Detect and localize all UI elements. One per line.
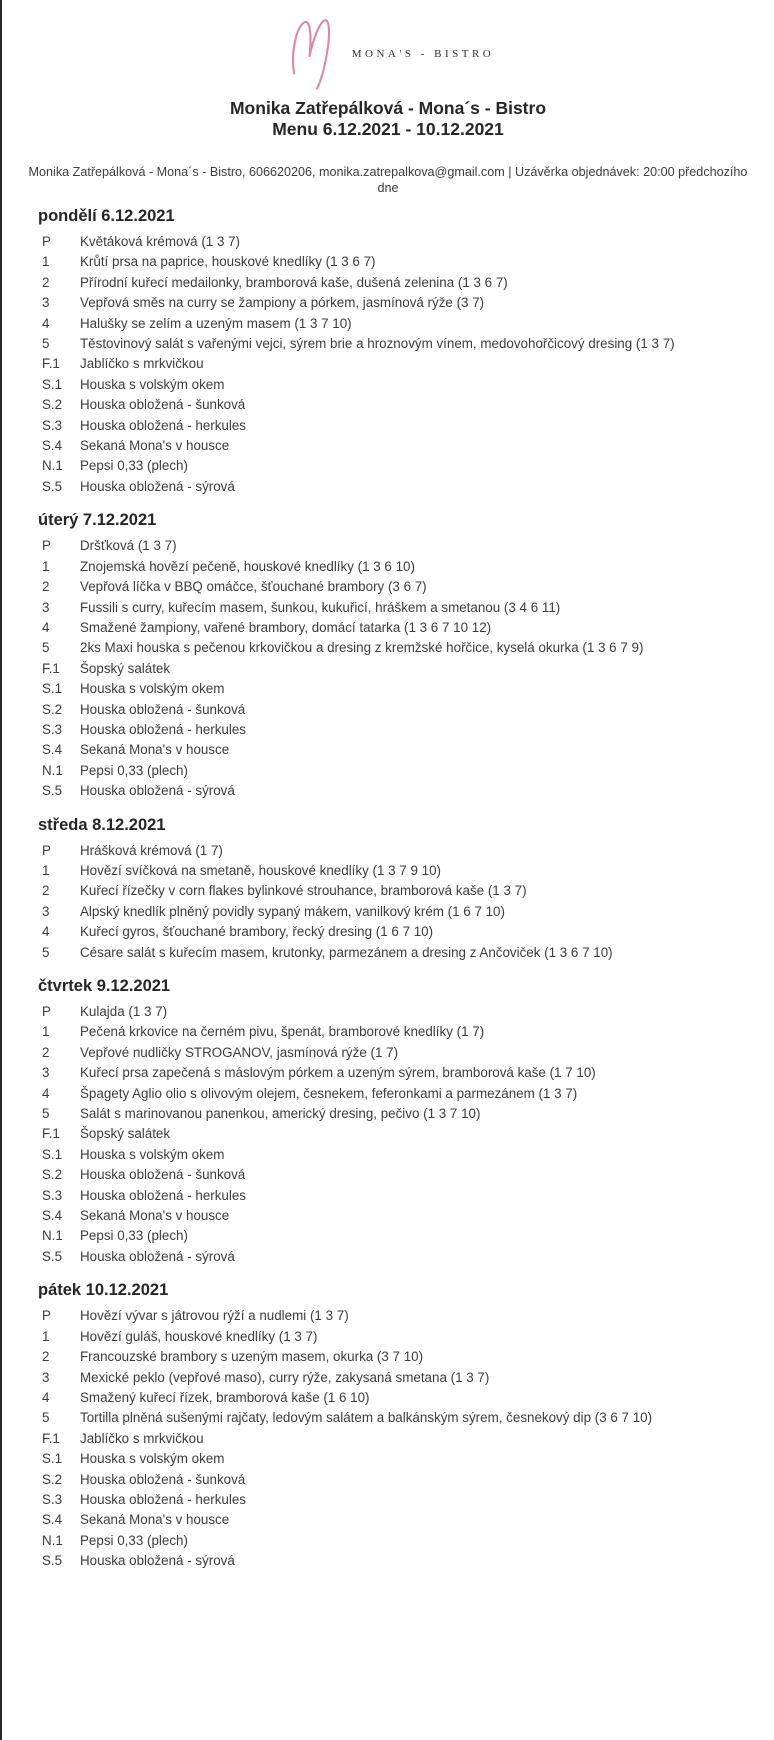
menu-item-description: Houska s volským okem bbox=[80, 1146, 225, 1162]
menu-row bbox=[22, 922, 754, 942]
menu-item-description: Fussili s curry, kuřecím masem, šunkou, kukuřicí, hráškem a smetanou (3 4 6 11) bbox=[80, 599, 561, 615]
menu-row bbox=[22, 1084, 754, 1104]
menu-item-code: 5 bbox=[42, 1106, 50, 1122]
menu-item-description: Césare salát s kuřecím masem, krutonky, parmezánem a dresing z Ančoviček (1 3 6 7 10) bbox=[80, 944, 613, 960]
menu-item-code: 4 bbox=[42, 924, 50, 940]
menu-row bbox=[22, 659, 754, 679]
menu-row bbox=[22, 638, 754, 658]
menu-item-code: S.3 bbox=[42, 721, 63, 737]
page-left-border bbox=[0, 0, 2, 1740]
menu-item-description: Květáková krémová (1 3 7) bbox=[80, 234, 241, 249]
menu-row bbox=[22, 740, 754, 760]
menu-row bbox=[22, 354, 754, 374]
menu-row bbox=[22, 1388, 754, 1408]
menu-item-code: 4 bbox=[42, 619, 50, 635]
menu-item-description: Těstovinový salát s vařenými vejci, sýrem brie a hroznovým vínem, medovohořčicový dresing (1 3 7) bbox=[80, 336, 675, 352]
menu-item-description: Sekaná Mona's v housce bbox=[80, 742, 230, 758]
menu-row bbox=[22, 577, 754, 597]
menu-item-code: 5 bbox=[42, 336, 50, 352]
day-title: čtvrtek 9.12.2021 bbox=[38, 977, 171, 995]
logo-brand-text: MONA'S - BISTRO bbox=[351, 48, 495, 60]
menu-item-description: Houska s volským okem bbox=[80, 376, 225, 392]
menu-item-code: S.3 bbox=[42, 1491, 63, 1507]
menu-item-code: 4 bbox=[42, 1389, 50, 1405]
day-section bbox=[22, 510, 754, 801]
menu-item-description: Mexické peklo (vepřové maso), curry rýže, zakysaná smetana (1 3 7) bbox=[80, 1369, 490, 1385]
menu-item-description: Houska obložená - šunková bbox=[80, 701, 246, 717]
menu-item-code: S.5 bbox=[42, 478, 63, 494]
menu-row bbox=[22, 1165, 754, 1185]
menu-item-description: Špagety Aglio olio s olivovým olejem, česnekem, feferonkami a parmezánem (1 3 7) bbox=[80, 1085, 578, 1101]
menu-row bbox=[22, 618, 754, 638]
menu-row bbox=[22, 1226, 754, 1246]
menu-item-code: N.1 bbox=[42, 762, 63, 778]
menu-item-code: 1 bbox=[42, 1024, 50, 1040]
menu-item-description: Pepsi 0,33 (plech) bbox=[80, 1532, 188, 1548]
menu-item-description: Kulajda (1 3 7) bbox=[80, 1004, 168, 1019]
menu-item-description: Dršťková (1 3 7) bbox=[80, 538, 177, 554]
menu-item-description: 2ks Maxi houska s pečenou krkovičkou a dresing z kremžské hořčice, kyselá okurka (1 3 6 7 9) bbox=[80, 640, 644, 656]
menu-item-description: Houska obložená - sýrová bbox=[80, 478, 235, 494]
menu-row bbox=[22, 781, 754, 801]
menu-item-code: 1 bbox=[42, 254, 50, 270]
menu-item-description: Jablíčko s mrkvičkou bbox=[80, 1430, 204, 1446]
menu-item-code: P bbox=[42, 842, 51, 858]
menu-item-description: Sekaná Mona's v housce bbox=[80, 1512, 230, 1528]
menu-item-description: Pepsi 0,33 (plech) bbox=[80, 1228, 188, 1244]
day-section bbox=[22, 206, 754, 497]
menu-item-code: S.4 bbox=[42, 1208, 63, 1224]
menu-item-description: Sekaná Mona's v housce bbox=[80, 438, 230, 454]
menu-row bbox=[22, 395, 754, 415]
day-title: středa 8.12.2021 bbox=[38, 815, 166, 834]
menu-item-description: Hovězí vývar s játrovou rýží a nudlemi (1 3 7) bbox=[80, 1308, 349, 1324]
menu-item-code: S.4 bbox=[42, 742, 63, 758]
menu-row bbox=[22, 1510, 754, 1530]
menu-item-description: Smažené žampiony, vařené brambory, domácí tatarka (1 3 6 7 10 12) bbox=[80, 619, 492, 635]
menu-row bbox=[22, 536, 754, 556]
menu-row bbox=[22, 841, 754, 861]
menu-item-description: Francouzské brambory s uzeným masem, okurka (3 7 10) bbox=[80, 1349, 424, 1365]
menu-item-code: 1 bbox=[42, 1328, 50, 1344]
menu-row bbox=[22, 700, 754, 720]
menu-item-code: 3 bbox=[42, 1065, 50, 1081]
menu-row bbox=[22, 456, 754, 476]
menu-row bbox=[22, 416, 754, 436]
menu-row bbox=[22, 1490, 754, 1510]
menu-item-code: N.1 bbox=[42, 1228, 63, 1244]
menu-item-code: 2 bbox=[42, 579, 50, 595]
menu-row bbox=[22, 861, 754, 881]
menu-item-description: Vepřové nudličky STROGANOV, jasmínová rýže (1 7) bbox=[80, 1044, 399, 1060]
menu-row bbox=[22, 943, 754, 963]
day-section bbox=[22, 1280, 754, 1571]
menu-row bbox=[22, 1470, 754, 1490]
menu-item-description: Pepsi 0,33 (plech) bbox=[80, 762, 188, 778]
menu-item-description: Kuřecí řízečky v corn flakes bylinkové strouhance, bramborová kaše (1 3 7) bbox=[80, 883, 527, 899]
menu-row bbox=[22, 334, 754, 354]
menu-item-description: Vepřová líčka v BBQ omáčce, šťouchané brambory (3 6 7) bbox=[80, 579, 427, 595]
menu-item-description: Houska obložená - herkules bbox=[80, 721, 246, 737]
menu-item-description: Jablíčko s mrkvičkou bbox=[80, 356, 204, 372]
menu-row bbox=[22, 1104, 754, 1124]
menu-row bbox=[22, 1368, 754, 1388]
menu-item-code: 5 bbox=[42, 944, 50, 960]
menu-item-code: F.1 bbox=[42, 1126, 60, 1142]
day-section bbox=[22, 815, 754, 963]
menu-item-description: Houska obložená - herkules bbox=[80, 1491, 246, 1507]
menu-item-description: Hovězí svíčková na smetaně, houskové knedlíky (1 3 7 9 10) bbox=[80, 862, 441, 878]
menu-row bbox=[22, 375, 754, 395]
menu-row bbox=[22, 1002, 754, 1022]
menu-item-description: Houska obložená - sýrová bbox=[80, 1553, 235, 1569]
menu-item-code: S.5 bbox=[42, 783, 63, 799]
menu-item-code: S.2 bbox=[42, 1167, 63, 1183]
day-title: úterý 7.12.2021 bbox=[38, 511, 157, 530]
menu-row bbox=[22, 902, 754, 922]
menu-row bbox=[22, 1022, 754, 1042]
menu-row bbox=[22, 679, 754, 699]
menu-item-code: 1 bbox=[42, 862, 50, 878]
menu-row bbox=[22, 1327, 754, 1347]
menu-row bbox=[22, 1449, 754, 1469]
menu-item-code: S.1 bbox=[42, 1451, 63, 1467]
menu-item-description: Přírodní kuřecí medailonky, bramborová kaše, dušená zelenina (1 3 6 7) bbox=[80, 274, 508, 290]
menu-row bbox=[22, 1145, 754, 1165]
menu-item-code: 2 bbox=[42, 1349, 50, 1365]
menu-item-description: Šopský salátek bbox=[80, 660, 171, 676]
menu-item-code: N.1 bbox=[42, 458, 63, 474]
menu-item-code: N.1 bbox=[42, 1532, 63, 1548]
menu-item-code: P bbox=[42, 538, 51, 554]
menu-row bbox=[22, 1306, 754, 1326]
menu-row bbox=[22, 1186, 754, 1206]
page-title-line1: Monika Zatřepálková - Mona´s - Bistro bbox=[229, 98, 547, 118]
menu-item-description: Kuřecí prsa zapečená s máslovým pórkem a uzeným sýrem, bramborová kaše (1 7 10) bbox=[80, 1065, 596, 1081]
menu-row bbox=[22, 1247, 754, 1267]
menu-item-description: Hovězí guláš, houskové knedlíky (1 3 7) bbox=[80, 1328, 318, 1344]
menu-item-code: P bbox=[42, 234, 51, 249]
menu-item-description: Alpský knedlík plněný povidly sypaný mákem, vanilkový krém (1 6 7 10) bbox=[80, 903, 505, 919]
menu-item-description: Houska s volským okem bbox=[80, 681, 225, 697]
menu-item-code: S.5 bbox=[42, 1248, 63, 1264]
menu-item-description: Pepsi 0,33 (plech) bbox=[80, 458, 188, 474]
menu-item-code: 3 bbox=[42, 295, 50, 311]
menu-item-code: 4 bbox=[42, 1085, 50, 1101]
menu-item-description: Znojemská hovězí pečeně, houskové knedlíky (1 3 6 10) bbox=[80, 558, 415, 574]
menu-item-code: S.4 bbox=[42, 1512, 63, 1528]
menu-row bbox=[22, 1531, 754, 1551]
day-title: pondělí 6.12.2021 bbox=[38, 207, 175, 225]
menu-row bbox=[22, 293, 754, 313]
menu-row bbox=[22, 1408, 754, 1428]
logo-m-path bbox=[293, 20, 329, 88]
menu-row bbox=[22, 1124, 754, 1144]
menu-row bbox=[22, 881, 754, 901]
menu-item-code: F.1 bbox=[42, 356, 60, 372]
menu-item-code: 2 bbox=[42, 1044, 50, 1060]
menu-row bbox=[22, 557, 754, 577]
menu-item-code: 5 bbox=[42, 1410, 50, 1426]
menu-item-description: Kuřecí gyros, šťouchané brambory, řecký dresing (1 6 7 10) bbox=[80, 924, 434, 940]
page-title-line2: Menu 6.12.2021 - 10.12.2021 bbox=[272, 119, 504, 139]
menu-item-code: 4 bbox=[42, 315, 50, 331]
menu-row bbox=[22, 477, 754, 497]
menu-item-code: S.5 bbox=[42, 1553, 63, 1569]
menu-item-code: 3 bbox=[42, 599, 50, 615]
menu-item-description: Houska obložená - šunková bbox=[80, 397, 246, 413]
day-title: pátek 10.12.2021 bbox=[38, 1281, 169, 1300]
menu-row bbox=[22, 314, 754, 334]
menu-row bbox=[22, 1347, 754, 1367]
menu-row bbox=[22, 598, 754, 618]
document-header bbox=[22, 12, 754, 196]
menu-item-code: S.2 bbox=[42, 701, 63, 717]
menu-item-description: Pečená krkovice na černém pivu, špenát, bramborové knedlíky (1 7) bbox=[80, 1024, 485, 1040]
menu-item-description: Sekaná Mona's v housce bbox=[80, 1208, 230, 1224]
menu-item-code: S.4 bbox=[42, 438, 63, 454]
menu-item-description: Houska obložená - herkules bbox=[80, 417, 246, 433]
menu-item-code: S.3 bbox=[42, 1187, 63, 1203]
menu-item-code: S.1 bbox=[42, 681, 63, 697]
menu-row bbox=[22, 720, 754, 740]
menu-item-code: 2 bbox=[42, 883, 50, 899]
contact-line: Monika Zatřepálková - Mona´s - Bistro, 606620206, monika.zatrepalkova@gmail.com | Uzávěrka objednávek: 20:00 předchozího dne bbox=[28, 165, 748, 195]
menu-item-code: S.3 bbox=[42, 417, 63, 433]
menu-item-code: P bbox=[42, 1004, 51, 1019]
menu-row bbox=[22, 1551, 754, 1571]
daily-menu-list bbox=[22, 206, 754, 1572]
menu-item-code: 2 bbox=[42, 274, 50, 290]
menu-item-code: F.1 bbox=[42, 1430, 60, 1446]
menu-item-description: Houska obložená - sýrová bbox=[80, 783, 235, 799]
menu-row bbox=[22, 273, 754, 293]
menu-row bbox=[22, 761, 754, 781]
menu-row bbox=[22, 252, 754, 272]
menu-item-code: S.2 bbox=[42, 397, 63, 413]
page-title bbox=[22, 98, 754, 140]
menu-item-code: 1 bbox=[42, 558, 50, 574]
menu-item-code: S.1 bbox=[42, 1146, 63, 1162]
menu-item-code: 3 bbox=[42, 903, 50, 919]
menu-item-code: S.2 bbox=[42, 1471, 63, 1487]
menu-item-code: 3 bbox=[42, 1369, 50, 1385]
menu-item-description: Houska obložená - sýrová bbox=[80, 1248, 235, 1264]
menu-item-description: Šopský salátek bbox=[80, 1126, 171, 1142]
menu-item-code: P bbox=[42, 1308, 51, 1324]
menu-item-code: S.1 bbox=[42, 376, 63, 392]
menu-item-description: Houska s volským okem bbox=[80, 1451, 225, 1467]
logo bbox=[22, 12, 754, 92]
menu-row bbox=[22, 1206, 754, 1226]
menu-item-description: Salát s marinovanou panenkou, americký dresing, pečivo (1 3 7 10) bbox=[80, 1106, 481, 1122]
menu-item-description: Tortilla plněná sušenými rajčaty, ledovým salátem a balkánským sýrem, česnekový dip (3 6 7 10) bbox=[80, 1410, 653, 1426]
menu-row bbox=[22, 1043, 754, 1063]
menu-item-description: Houska obložená - herkules bbox=[80, 1187, 246, 1203]
menu-item-description: Smažený kuřecí řízek, bramborová kaše (1 6 10) bbox=[80, 1389, 370, 1405]
menu-item-description: Hrášková krémová (1 7) bbox=[80, 842, 223, 858]
menu-row bbox=[22, 1063, 754, 1083]
menu-item-description: Halušky se zelím a uzeným masem (1 3 7 10) bbox=[80, 315, 352, 331]
menu-item-description: Krůtí prsa na paprice, houskové knedlíky (1 3 6 7) bbox=[80, 254, 376, 270]
day-section bbox=[22, 976, 754, 1267]
menu-item-code: F.1 bbox=[42, 660, 60, 676]
menu-row bbox=[22, 232, 754, 252]
logo-m-monogram-icon bbox=[282, 14, 338, 90]
menu-item-code: 5 bbox=[42, 640, 50, 656]
menu-item-description: Houska obložená - šunková bbox=[80, 1471, 246, 1487]
menu-item-description: Vepřová směs na curry se žampiony a pórkem, jasmínová rýže (3 7) bbox=[80, 295, 485, 311]
menu-row bbox=[22, 1429, 754, 1449]
menu-item-description: Houska obložená - šunková bbox=[80, 1167, 246, 1183]
menu-row bbox=[22, 436, 754, 456]
